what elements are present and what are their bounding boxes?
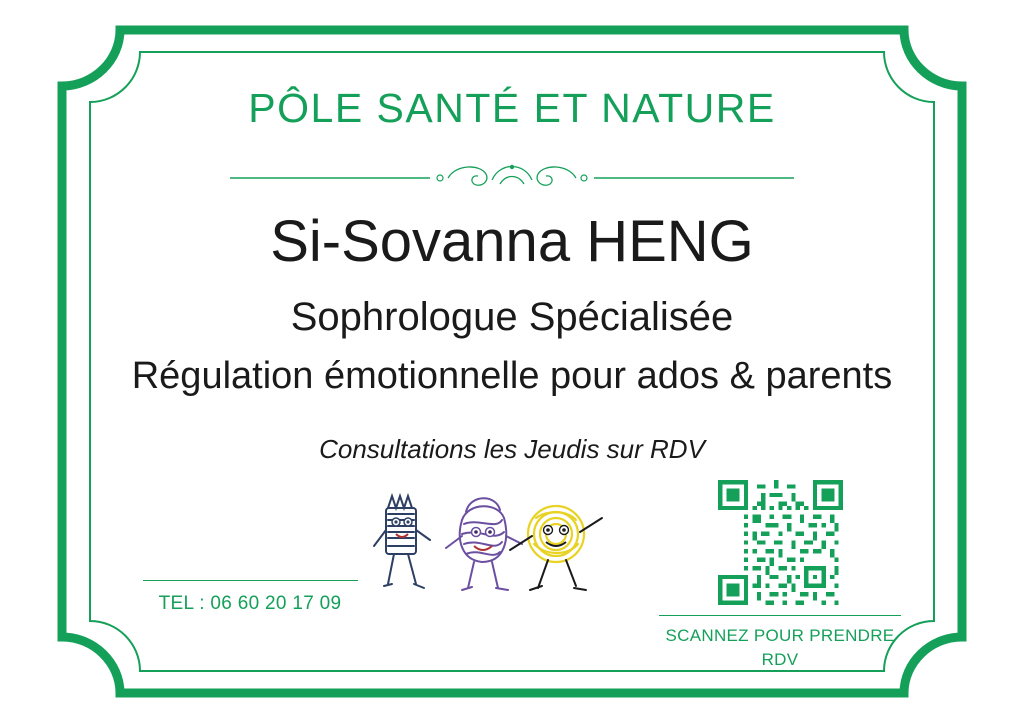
qr-caption-line2: RDV xyxy=(761,649,799,669)
practitioner-specialty: Régulation émotionnelle pour ados & parents xyxy=(131,355,893,397)
practitioner-name: Si-Sovanna HENG xyxy=(270,209,754,274)
practitioner-role: Sophrologue Spécialisée xyxy=(290,295,734,339)
flourish-divider-icon xyxy=(60,158,964,198)
qr-block xyxy=(645,480,915,672)
qr-caption xyxy=(645,624,915,672)
scribble-characters-illustration xyxy=(370,490,640,610)
availability-note: Consultations les Jeudis sur RDV xyxy=(319,434,705,464)
phone-number[interactable]: TEL : 06 60 20 17 09 xyxy=(158,593,342,614)
phone-rule xyxy=(143,580,358,581)
phone-block xyxy=(120,580,380,615)
qr-rule xyxy=(659,615,901,616)
qr-caption-line1: SCANNEZ POUR PRENDRE xyxy=(665,626,895,645)
card-content xyxy=(60,40,964,680)
qr-code-icon[interactable] xyxy=(718,480,843,605)
page-title: PÔLE SANTÉ ET NATURE xyxy=(248,85,776,131)
